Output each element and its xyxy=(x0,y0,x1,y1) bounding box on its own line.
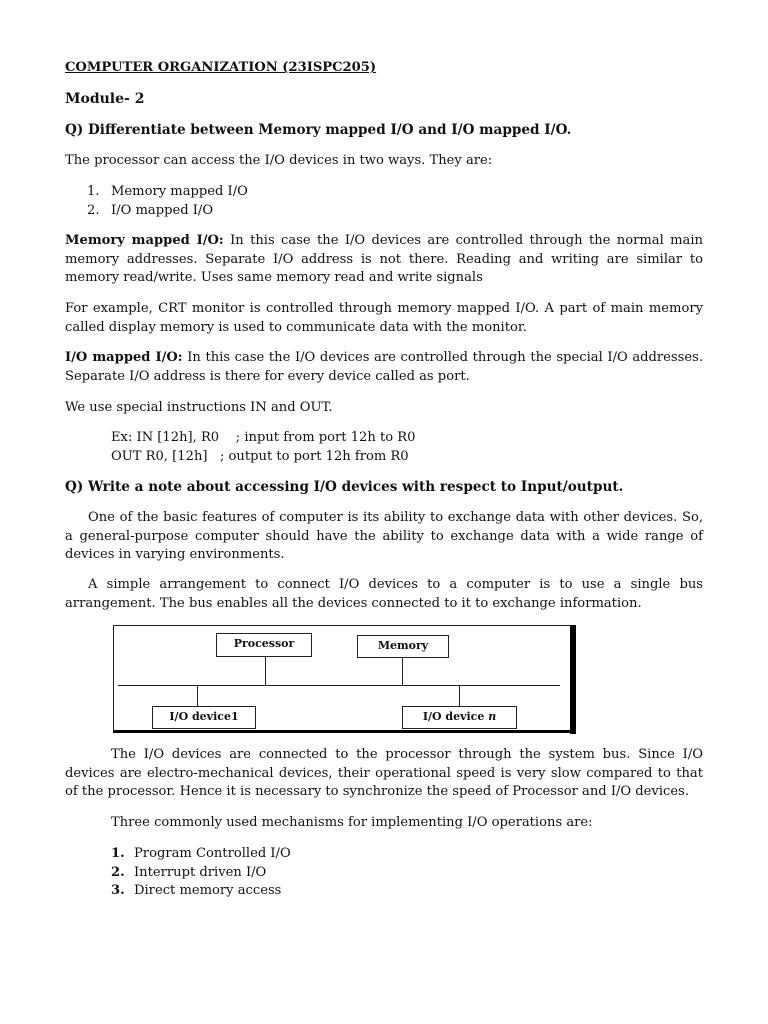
code-line: OUT R0, [12h] ; output to port 12h from R0 xyxy=(111,448,409,464)
memory-mapped-paragraph: Memory mapped I/O: In this case the I/O devices are controlled through the normal main memory addresses. Separate I/O address is not there. Reading and writing are similar to memory read/write. Uses same memory read and write signals xyxy=(65,233,703,285)
paragraph-bus: A simple arrangement to connect I/O devices to a computer is to use a single bus arrangement. The bus enables all the devices connected to it to exchange information. xyxy=(65,577,703,611)
ion-bus-connector xyxy=(459,685,460,707)
code-example xyxy=(111,429,415,466)
processor-bus-connector xyxy=(265,657,266,685)
memory-box: Memory xyxy=(357,635,449,658)
io-device-1-box: I/O device1 xyxy=(152,706,256,729)
io-mapped-label: I/O mapped I/O: xyxy=(65,350,183,365)
list-item: 2. Interrupt driven I/O xyxy=(111,864,267,880)
code-line: Ex: IN [12h], R0 ; input from port 12h to R0 xyxy=(111,430,416,445)
mechanisms-list xyxy=(65,845,703,901)
intro-text: The processor can access the I/O devices in two ways. They are: xyxy=(65,153,493,168)
mechanisms-intro: Three commonly used mechanisms for implementing I/O operations are: xyxy=(111,815,593,830)
processor-box: Processor xyxy=(216,633,312,657)
diagram-shadow xyxy=(570,625,576,734)
list-item: 1. Memory mapped I/O xyxy=(87,184,248,199)
question-1: Q) Differentiate between Memory mapped I/O and I/O mapped I/O. xyxy=(65,122,572,138)
module-heading: Module- 2 xyxy=(65,91,145,107)
example-paragraph: For example, CRT monitor is controlled through memory mapped I/O. A part of main memory called display memory is used to communicate data with the monitor. xyxy=(65,301,703,335)
list-item: 1. Program Controlled I/O xyxy=(111,846,291,861)
list-item: 3. Direct memory access xyxy=(111,883,282,898)
course-title: COMPUTER ORGANIZATION (23ISPC205) xyxy=(65,60,377,75)
question-2: Q) Write a note about accessing I/O devices with respect to Input/output. xyxy=(65,479,624,495)
paragraph-system-bus: The I/O devices are connected to the processor through the system bus. Since I/O devices are electro-mechanical devices, their operational speed is very slow compared to that of the processor. Hence it is necessary to synchronize the speed of Processor and I/O devices. xyxy=(65,747,703,799)
memory-bus-connector xyxy=(402,657,403,685)
io-device-n-box: I/O device n xyxy=(402,706,517,729)
system-bus-line xyxy=(118,685,560,686)
ways-list xyxy=(65,183,703,220)
instructions-text: We use special instructions IN and OUT. xyxy=(65,400,333,415)
list-item: 2. I/O mapped I/O xyxy=(87,202,214,218)
diagram-shadow xyxy=(113,730,576,733)
io1-bus-connector xyxy=(197,685,198,707)
memory-mapped-label: Memory mapped I/O: xyxy=(65,233,224,248)
paragraph-features: One of the basic features of computer is its ability to exchange data with other devices. So, a general-purpose computer should have the ability to exchange data with a wide range of devices in varying environments. xyxy=(65,510,703,562)
single-bus-diagram xyxy=(113,625,578,734)
io-mapped-paragraph: I/O mapped I/O: In this case the I/O devices are controlled through the special I/O addresses. Separate I/O address is there for every device called as port. xyxy=(65,350,703,384)
